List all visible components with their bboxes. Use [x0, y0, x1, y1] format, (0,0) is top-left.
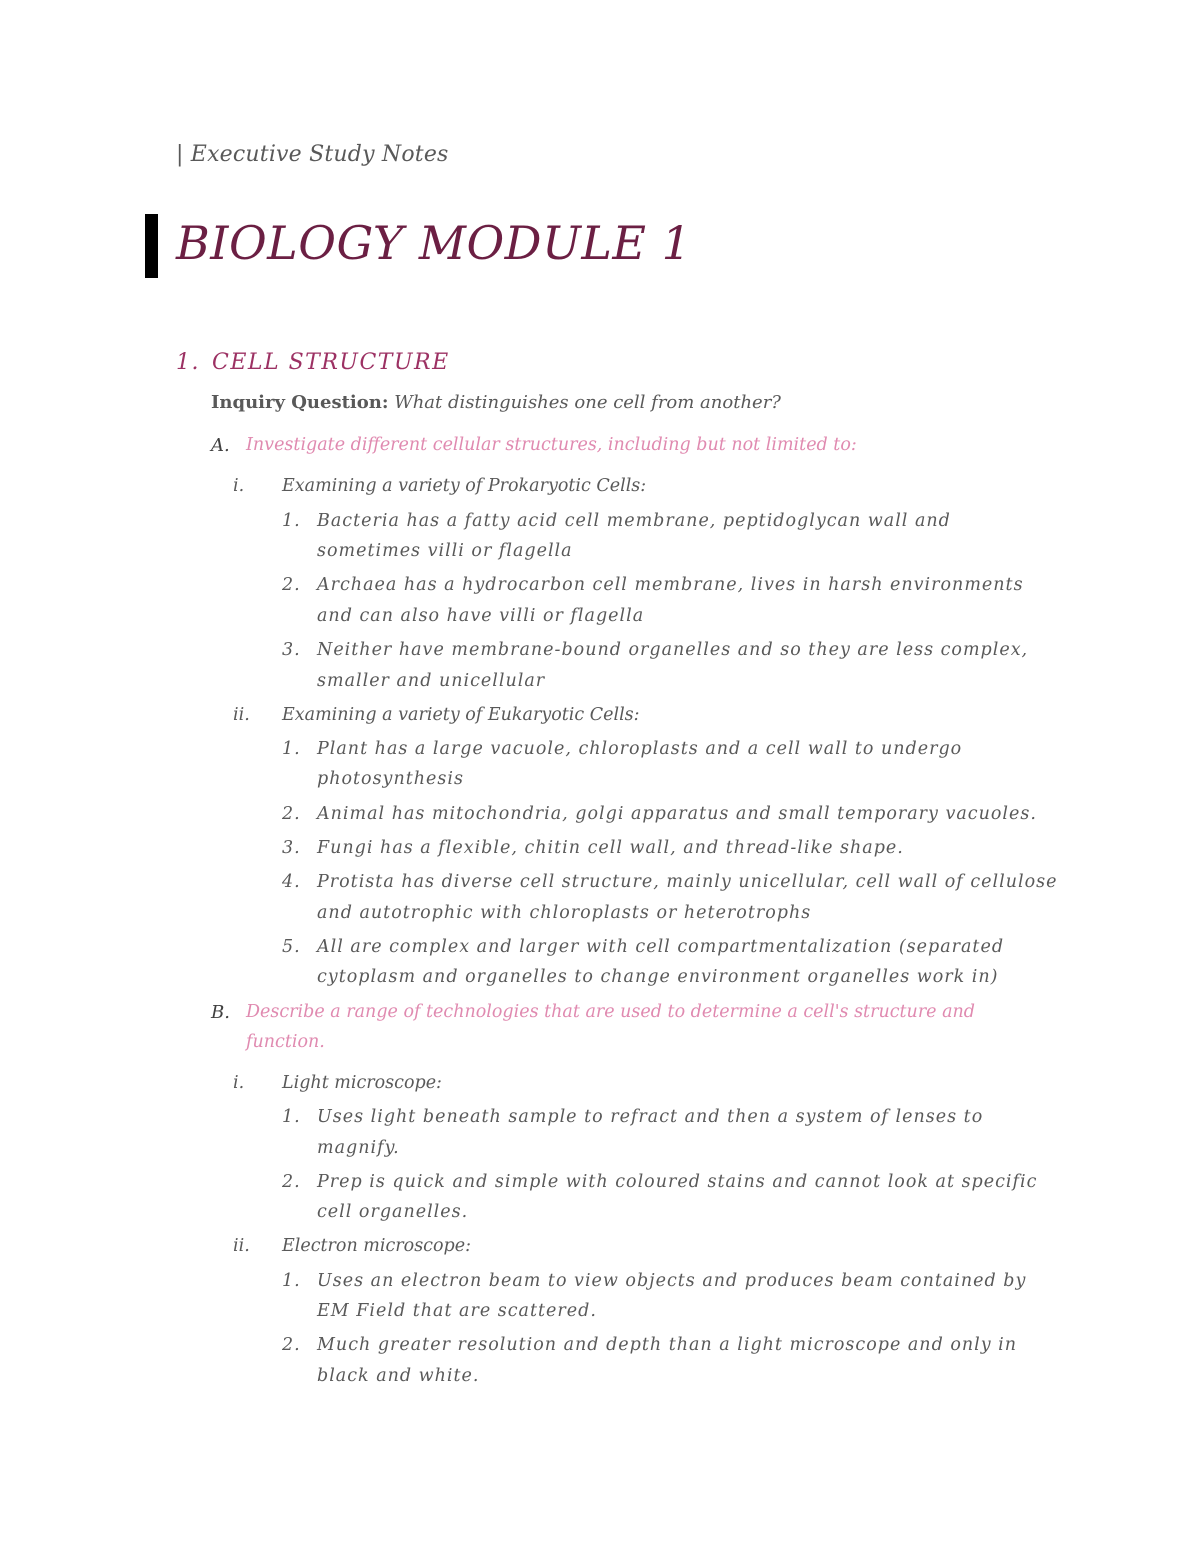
list-item-marker: 1.	[282, 739, 301, 759]
outline-heading-b: Describe a range of technologies that are used to determine a cell's structure and	[246, 1002, 976, 1022]
list-item: Neither have membrane-bound organelles and so they are less complex,	[317, 640, 1029, 660]
outline-marker-a: A.	[211, 435, 230, 456]
list-item: Archaea has a hydrocarbon cell membrane, lives in harsh environments	[317, 575, 1024, 595]
list-item-marker: 2.	[282, 804, 301, 824]
outline-marker-a-i: i.	[233, 476, 245, 496]
outline-heading-a: Investigate different cellular structures, including but not limited to:	[246, 435, 857, 455]
list-item-continuation: and can also have villi or flagella	[317, 606, 645, 626]
list-item-continuation: black and white.	[317, 1366, 480, 1386]
list-item-marker: 2.	[282, 1335, 301, 1355]
list-item: Much greater resolution and depth than a light microscope and only in	[317, 1335, 1018, 1355]
outline-marker-a-ii: ii.	[233, 705, 250, 725]
list-item-marker: 2.	[282, 575, 301, 595]
list-item-marker: 3.	[282, 640, 301, 660]
section-title: CELL STRUCTURE	[212, 350, 450, 375]
list-item: Fungi has a flexible, chitin cell wall, and thread-like shape.	[317, 838, 904, 858]
list-item: Bacteria has a fatty acid cell membrane, peptidoglycan wall and	[317, 511, 951, 531]
outline-heading-b-i: Light microscope:	[282, 1073, 442, 1093]
list-item-marker: 4.	[282, 872, 301, 892]
list-item: Uses an electron beam to view objects and produces beam contained by	[317, 1271, 1027, 1291]
list-item: Animal has mitochondria, golgi apparatus and small temporary vacuoles.	[317, 804, 1037, 824]
outline-marker-b: B.	[211, 1002, 230, 1023]
outline-heading-a-i: Examining a variety of Prokaryotic Cells:	[282, 476, 647, 496]
list-item: Uses light beneath sample to refract and then a system of lenses to	[317, 1107, 984, 1127]
outline-marker-b-i: i.	[233, 1073, 245, 1093]
list-item-marker: 5.	[282, 937, 301, 957]
outline-heading-b-ii: Electron microscope:	[282, 1236, 471, 1256]
list-item: Prep is quick and simple with coloured stains and cannot look at specific	[317, 1172, 1038, 1192]
inquiry-text: What distinguishes one cell from another?	[388, 392, 781, 413]
list-item-marker: 1.	[282, 511, 301, 531]
list-item: Protista has diverse cell structure, mainly unicellular, cell wall of cellulose	[317, 872, 1058, 892]
list-item-continuation: EM Field that are scattered.	[317, 1301, 597, 1321]
list-item-continuation: sometimes villi or flagella	[317, 541, 573, 561]
title-accent-bar	[145, 214, 158, 278]
list-item: Plant has a large vacuole, chloroplasts and a cell wall to undergo	[317, 739, 963, 759]
document-title: BIOLOGY MODULE 1	[176, 216, 692, 270]
outline-marker-b-ii: ii.	[233, 1236, 250, 1256]
list-item-marker: 1.	[282, 1271, 301, 1291]
running-header: | Executive Study Notes	[176, 142, 449, 167]
list-item-continuation: magnify.	[317, 1138, 400, 1158]
outline-heading-a-ii: Examining a variety of Eukaryotic Cells:	[282, 705, 640, 725]
list-item-continuation: and autotrophic with chloroplasts or heterotrophs	[317, 903, 812, 923]
list-item-continuation: cytoplasm and organelles to change environment organelles work in)	[317, 967, 999, 987]
inquiry-question	[211, 392, 781, 413]
list-item-continuation: cell organelles.	[317, 1202, 469, 1222]
list-item-continuation: photosynthesis	[317, 769, 464, 789]
section-heading	[176, 350, 450, 375]
list-item-marker: 1.	[282, 1107, 301, 1127]
list-item-marker: 2.	[282, 1172, 301, 1192]
list-item-marker: 3.	[282, 838, 301, 858]
outline-heading-b-continuation: function.	[246, 1032, 325, 1052]
list-item: All are complex and larger with cell compartmentalization (separated	[317, 937, 1005, 957]
section-number: 1.	[176, 350, 200, 375]
list-item-continuation: smaller and unicellular	[317, 671, 546, 691]
inquiry-label: Inquiry Question:	[211, 392, 389, 413]
